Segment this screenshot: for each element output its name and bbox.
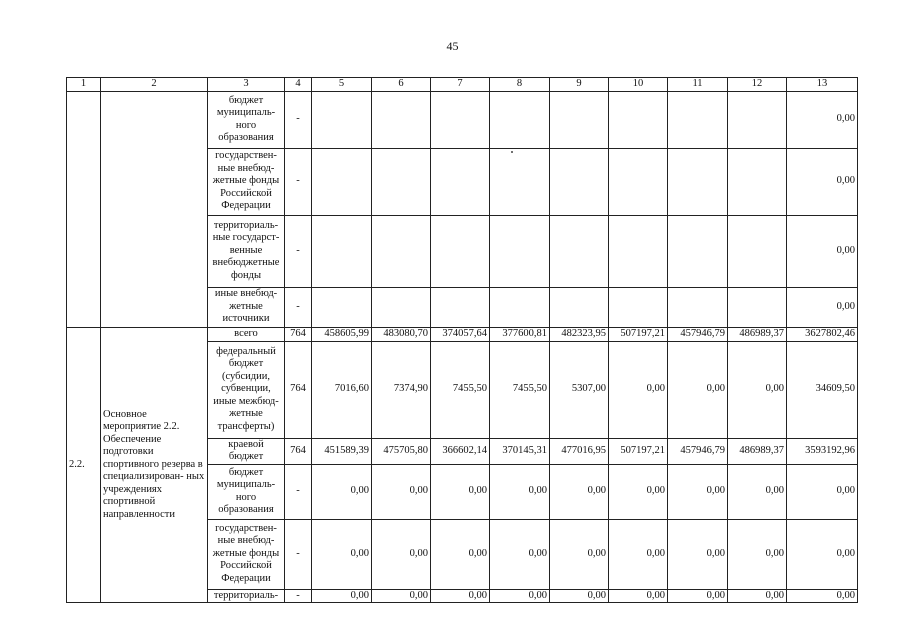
header-row <box>67 78 858 92</box>
value-cell: 0,00 <box>490 519 550 589</box>
value-cell: 486989,37 <box>728 438 787 464</box>
value-cell <box>312 215 372 287</box>
value-cell <box>372 91 431 148</box>
header-cell: 7 <box>431 78 490 92</box>
value-cell: 7374,90 <box>372 341 431 438</box>
value-cell: 482323,95 <box>550 327 609 341</box>
table-body <box>67 78 858 603</box>
value-cell: 0,00 <box>431 519 490 589</box>
value-cell: 483080,70 <box>372 327 431 341</box>
value-cell: 0,00 <box>312 589 372 603</box>
value-cell <box>312 148 372 215</box>
total-cell: 0,00 <box>787 91 858 148</box>
value-cell <box>490 287 550 327</box>
value-cell: 0,00 <box>550 519 609 589</box>
value-cell: 0,00 <box>431 464 490 519</box>
value-cell <box>490 91 550 148</box>
header-cell: 2 <box>101 78 208 92</box>
code-cell: - <box>285 91 312 148</box>
header-cell: 3 <box>208 78 285 92</box>
value-cell: 477016,95 <box>550 438 609 464</box>
value-cell <box>609 91 668 148</box>
value-cell: 0,00 <box>728 341 787 438</box>
value-cell <box>550 215 609 287</box>
total-cell: 0,00 <box>787 148 858 215</box>
value-cell: 0,00 <box>372 589 431 603</box>
funding-source-cell: государствен- ные внебюд- жетные фонды Российской Федерации <box>208 519 285 589</box>
funding-source-cell: территориаль- <box>208 589 285 603</box>
value-cell <box>431 148 490 215</box>
table-row <box>67 327 858 341</box>
item-number-cell <box>67 91 101 327</box>
funding-source-cell: иные внебюд- жетные источники <box>208 287 285 327</box>
code-cell: - <box>285 589 312 603</box>
value-cell <box>550 91 609 148</box>
value-cell: 0,00 <box>609 589 668 603</box>
value-cell: 457946,79 <box>668 327 728 341</box>
value-cell <box>490 148 550 215</box>
value-cell: 0,00 <box>728 589 787 603</box>
value-cell <box>490 215 550 287</box>
funding-source-cell: всего <box>208 327 285 341</box>
value-cell: 366602,14 <box>431 438 490 464</box>
value-cell: 0,00 <box>668 519 728 589</box>
value-cell: 507197,21 <box>609 438 668 464</box>
code-cell: 764 <box>285 327 312 341</box>
value-cell <box>372 215 431 287</box>
value-cell <box>609 148 668 215</box>
value-cell: 0,00 <box>609 341 668 438</box>
value-cell <box>668 215 728 287</box>
value-cell <box>312 91 372 148</box>
value-cell: 0,00 <box>490 464 550 519</box>
value-cell <box>728 91 787 148</box>
value-cell: 507197,21 <box>609 327 668 341</box>
value-cell: 0,00 <box>550 464 609 519</box>
code-cell: 764 <box>285 438 312 464</box>
total-cell: 0,00 <box>787 519 858 589</box>
header-cell: 10 <box>609 78 668 92</box>
value-cell: 451589,39 <box>312 438 372 464</box>
page-number: 45 <box>446 39 459 53</box>
header-cell: 6 <box>372 78 431 92</box>
code-cell: - <box>285 148 312 215</box>
code-cell: - <box>285 287 312 327</box>
value-cell: 0,00 <box>668 589 728 603</box>
value-cell <box>728 148 787 215</box>
value-cell <box>431 215 490 287</box>
item-number-cell: 2.2. <box>67 327 101 603</box>
value-cell: 0,00 <box>550 589 609 603</box>
funding-source-cell: бюджет муниципаль- ного образования <box>208 91 285 148</box>
value-cell <box>431 287 490 327</box>
value-cell <box>609 287 668 327</box>
value-cell <box>728 215 787 287</box>
code-cell: - <box>285 519 312 589</box>
value-cell: 7455,50 <box>431 341 490 438</box>
funding-source-cell: территориаль- ные государст- венные внебюджетные фонды <box>208 215 285 287</box>
value-cell <box>312 287 372 327</box>
value-cell: 5307,00 <box>550 341 609 438</box>
header-cell: 9 <box>550 78 609 92</box>
total-cell: 34609,50 <box>787 341 858 438</box>
value-cell: 0,00 <box>609 464 668 519</box>
header-cell: 12 <box>728 78 787 92</box>
value-cell <box>668 287 728 327</box>
header-cell: 11 <box>668 78 728 92</box>
value-cell <box>372 287 431 327</box>
total-cell: 0,00 <box>787 464 858 519</box>
value-cell: 475705,80 <box>372 438 431 464</box>
value-cell <box>609 215 668 287</box>
total-cell: 0,00 <box>787 215 858 287</box>
value-cell: 377600,81 <box>490 327 550 341</box>
value-cell: 0,00 <box>431 589 490 603</box>
header-cell: 1 <box>67 78 101 92</box>
code-cell: - <box>285 464 312 519</box>
total-cell: 3593192,96 <box>787 438 858 464</box>
table-row <box>67 91 858 148</box>
funding-source-cell: бюджет муниципаль- ного образования <box>208 464 285 519</box>
value-cell: 374057,64 <box>431 327 490 341</box>
value-cell <box>668 91 728 148</box>
value-cell: 7455,50 <box>490 341 550 438</box>
funding-source-cell: федеральный бюджет (субсидии, субвенции, иные межбюд- жетные трансферты) <box>208 341 285 438</box>
value-cell: 7016,60 <box>312 341 372 438</box>
value-cell: 370145,31 <box>490 438 550 464</box>
value-cell: 0,00 <box>312 519 372 589</box>
header-cell: 13 <box>787 78 858 92</box>
value-cell <box>431 91 490 148</box>
budget-table <box>66 77 858 603</box>
total-cell: 3627802,46 <box>787 327 858 341</box>
funding-source-cell: государствен- ные внебюд- жетные фонды Российской Федерации <box>208 148 285 215</box>
value-cell: 0,00 <box>372 519 431 589</box>
value-cell: 0,00 <box>728 464 787 519</box>
total-cell: 0,00 <box>787 287 858 327</box>
funding-source-cell: краевой бюджет <box>208 438 285 464</box>
value-cell <box>550 287 609 327</box>
header-cell: 5 <box>312 78 372 92</box>
value-cell: 0,00 <box>372 464 431 519</box>
code-cell: 764 <box>285 341 312 438</box>
value-cell: 0,00 <box>728 519 787 589</box>
value-cell: 457946,79 <box>668 438 728 464</box>
value-cell: 0,00 <box>668 341 728 438</box>
value-cell: 486989,37 <box>728 327 787 341</box>
value-cell <box>668 148 728 215</box>
value-cell: 0,00 <box>312 464 372 519</box>
header-cell: 8 <box>490 78 550 92</box>
item-name-cell: Основное мероприятие 2.2. Обеспечение подготовки спортивного резерва в специализирован- ных учреждениях спортивной направленности <box>101 327 208 603</box>
value-cell <box>372 148 431 215</box>
item-name-cell <box>101 91 208 327</box>
value-cell: 0,00 <box>609 519 668 589</box>
value-cell: 0,00 <box>490 589 550 603</box>
header-cell: 4 <box>285 78 312 92</box>
code-cell: - <box>285 215 312 287</box>
total-cell: 0,00 <box>787 589 858 603</box>
value-cell <box>550 148 609 215</box>
value-cell: 458605,99 <box>312 327 372 341</box>
value-cell: 0,00 <box>668 464 728 519</box>
value-cell <box>728 287 787 327</box>
